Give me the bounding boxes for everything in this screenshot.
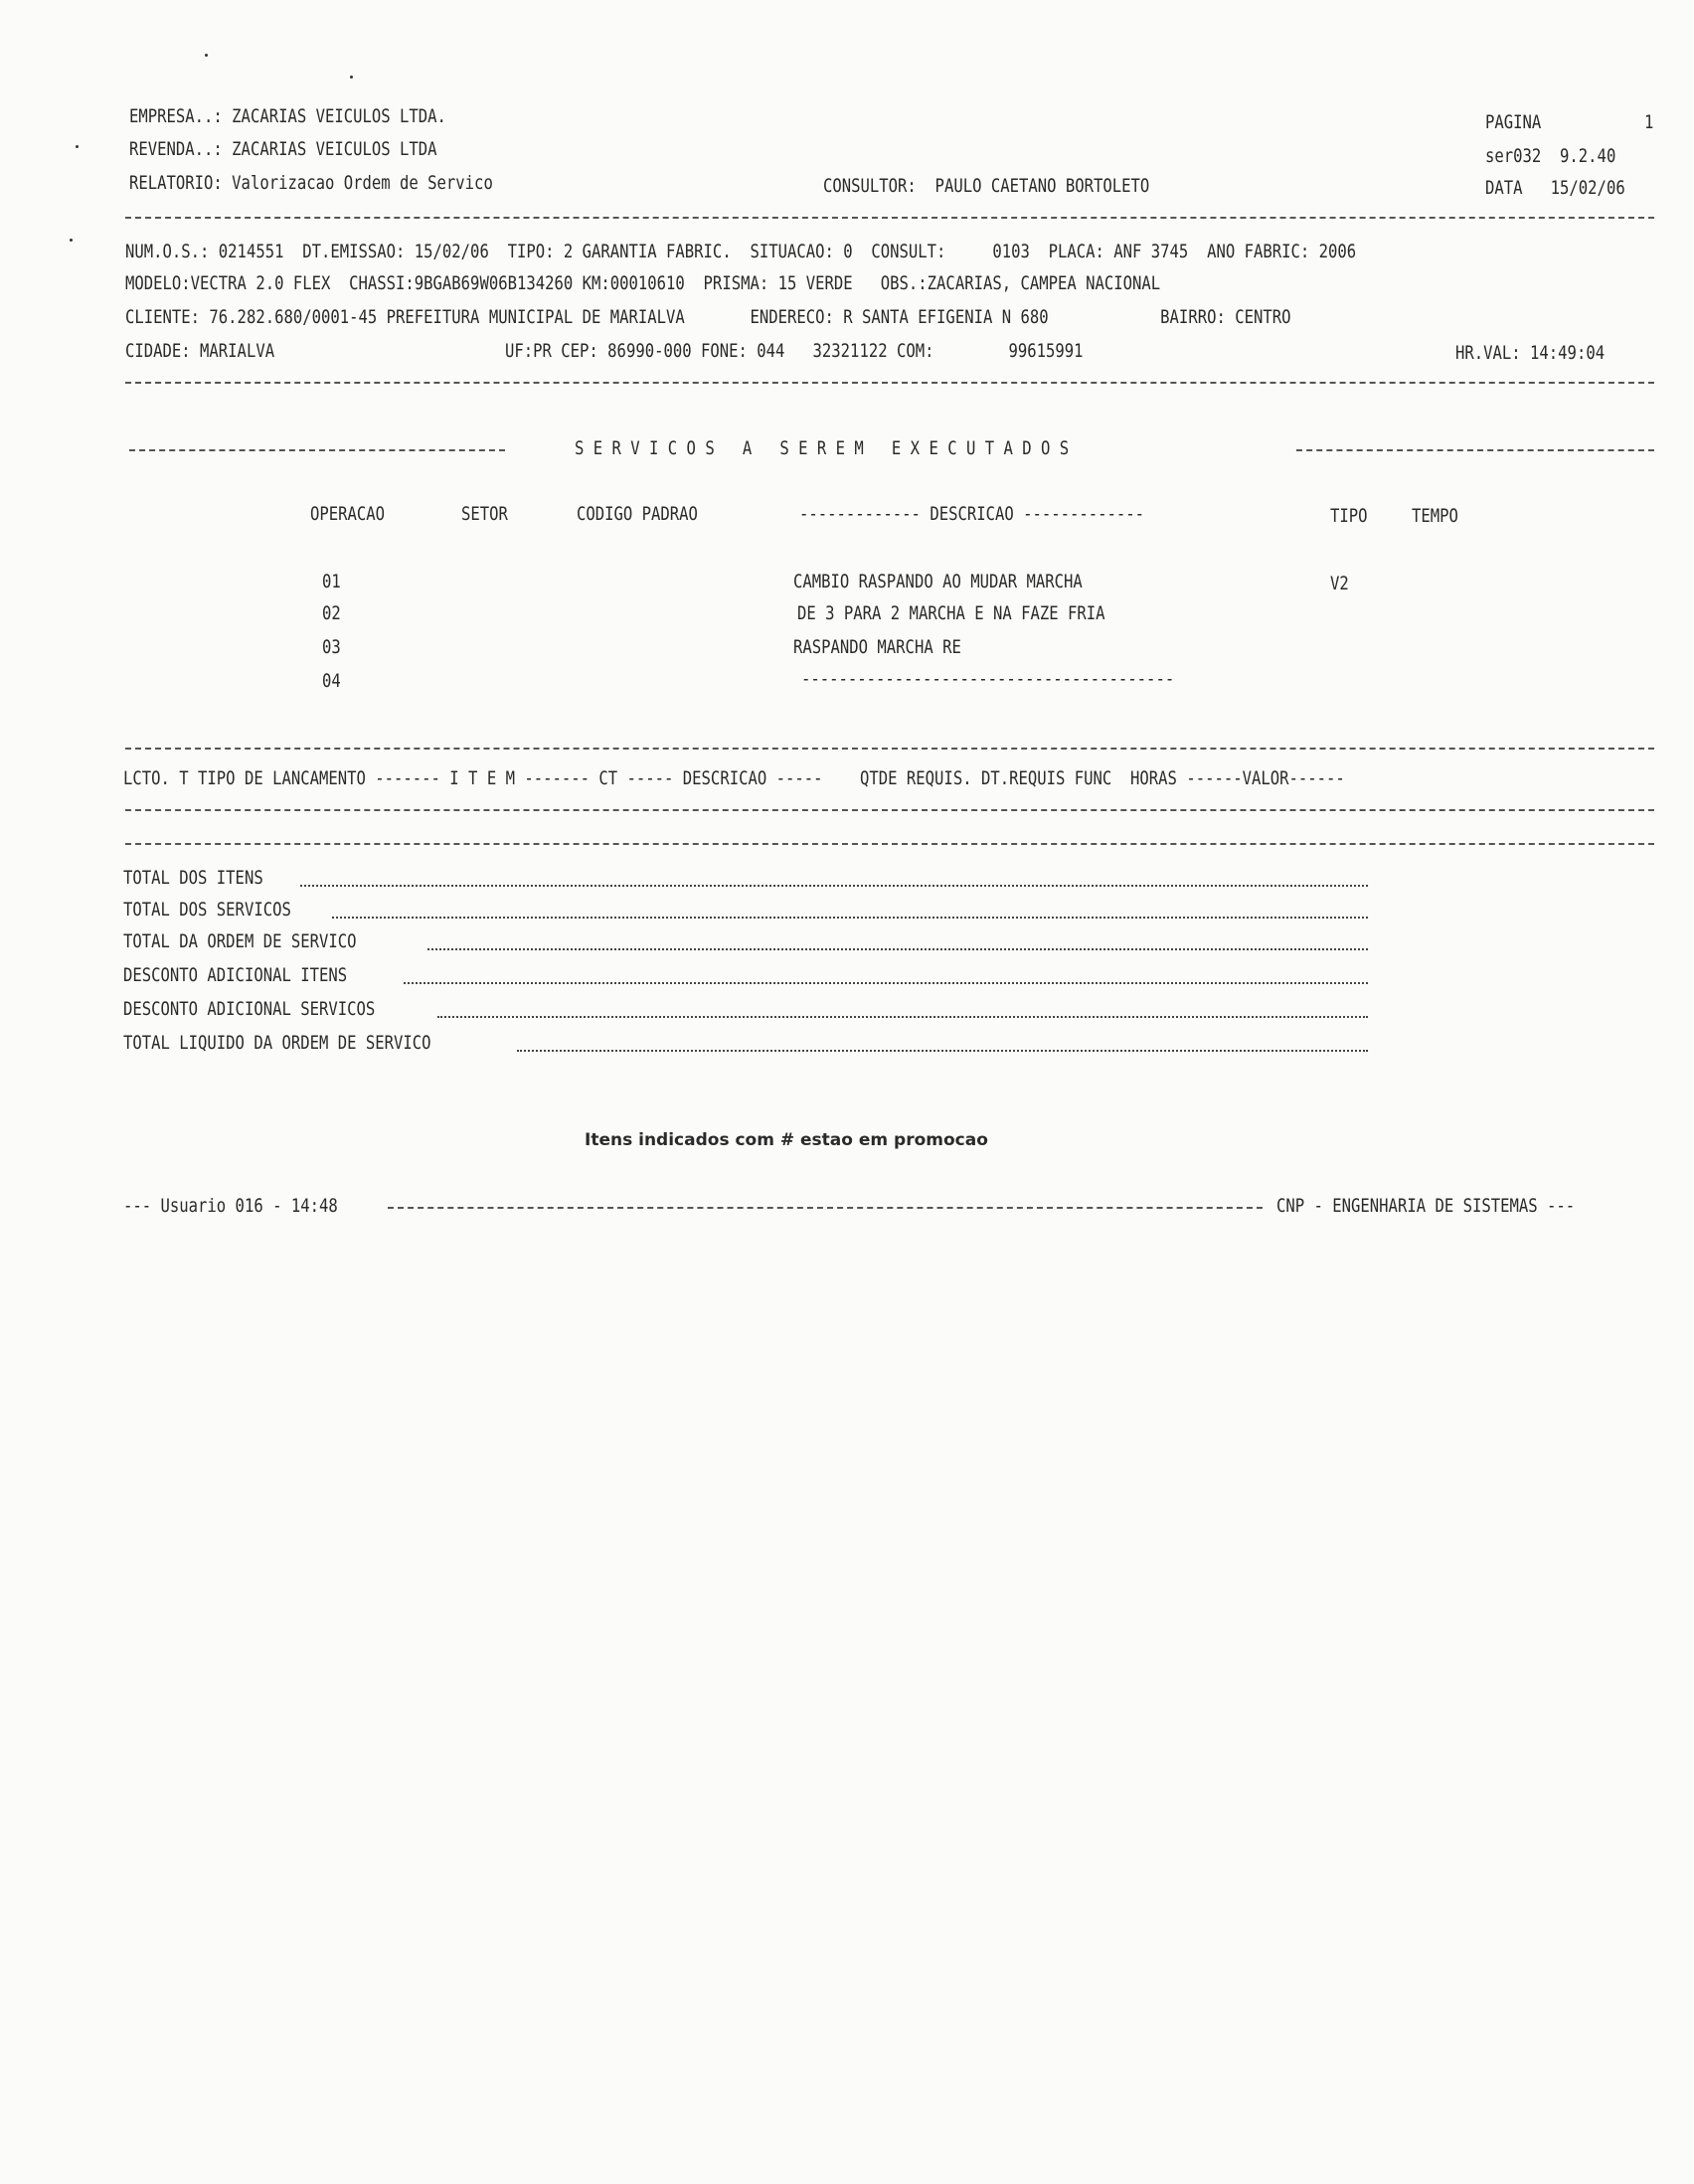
service-desc: CAMBIO RASPANDO AO MUDAR MARCHA [793, 571, 1083, 592]
order-line-3: CLIENTE: 76.282.680/0001-45 PREFEITURA MUNICIPAL DE MARIALVA ENDERECO: R SANTA EFIGENIA N 680 BAIRRO: CENTRO [125, 306, 1291, 328]
dot-leader [332, 917, 1368, 919]
col-setor: SETOR [461, 503, 508, 525]
divider [1296, 449, 1654, 451]
dot-leader [404, 982, 1368, 984]
divider [125, 217, 1654, 219]
pagina-label: PAGINA [1485, 111, 1542, 133]
divider [125, 843, 1654, 845]
service-desc: DE 3 PARA 2 MARCHA E NA FAZE FRIA [797, 602, 1105, 624]
total-label: DESCONTO ADICIONAL ITENS [123, 964, 348, 986]
scan-speck [205, 54, 208, 57]
footer-left: --- Usuario 016 - 14:48 [123, 1195, 338, 1217]
col-codigo-padrao: CODIGO PADRAO [577, 503, 698, 525]
date-line: DATA 15/02/06 [1485, 177, 1625, 199]
version-label: ser032 9.2.40 [1485, 145, 1616, 167]
revenda-line: REVENDA..: ZACARIAS VEICULOS LTDA [129, 138, 437, 160]
dot-leader [300, 885, 1368, 887]
service-op: 03 [322, 636, 341, 658]
promotion-note: Itens indicados com # estao em promocao [585, 1130, 988, 1150]
divider [125, 382, 1654, 384]
pagina-value: 1 [1644, 111, 1654, 133]
order-line-4-right: HR.VAL: 14:49:04 [1455, 342, 1606, 364]
total-label: DESCONTO ADICIONAL SERVICOS [123, 998, 376, 1020]
service-op: 01 [322, 571, 341, 592]
order-line-1: NUM.O.S.: 0214551 DT.EMISSAO: 15/02/06 TIPO: 2 GARANTIA FABRIC. SITUACAO: 0 CONSULT: 0103 PLACA: ANF 3745 ANO FABRIC: 2006 [125, 241, 1357, 262]
dot-leader [427, 948, 1368, 950]
service-desc: RASPANDO MARCHA RE [793, 636, 961, 658]
col-descricao: ------------- DESCRICAO ------------- [799, 503, 1145, 525]
col-operacao: OPERACAO [310, 503, 386, 525]
relatorio-line: RELATORIO: Valorizacao Ordem de Servico [129, 172, 493, 194]
total-label: TOTAL LIQUIDO DA ORDEM DE SERVICO [123, 1032, 431, 1054]
total-label: TOTAL DOS ITENS [123, 867, 263, 889]
scan-speck [350, 76, 353, 79]
order-line-2: MODELO:VECTRA 2.0 FLEX CHASSI:9BGAB69W06B134260 KM:00010610 PRISMA: 15 VERDE OBS.:ZACARIAS, CAMPEA NACIONAL [125, 272, 1161, 294]
col-tempo: TEMPO [1412, 505, 1458, 527]
total-label: TOTAL DA ORDEM DE SERVICO [123, 930, 357, 952]
order-line-4-left: CIDADE: MARIALVA [125, 340, 275, 362]
total-label: TOTAL DOS SERVICOS [123, 899, 291, 921]
footer-right: CNP - ENGENHARIA DE SISTEMAS --- [1276, 1195, 1576, 1217]
divider [125, 748, 1654, 750]
service-desc: ---------------------------------------- [801, 668, 1175, 690]
scan-speck [70, 239, 73, 242]
divider [388, 1207, 1263, 1209]
dot-leader [437, 1016, 1368, 1018]
service-op: 02 [322, 602, 341, 624]
items-header: LCTO. T TIPO DE LANCAMENTO ------- I T E M ------- CT ----- DESCRICAO ----- QTDE REQUIS. DT.REQUIS FUNC HORAS ------VALOR------ [123, 767, 1345, 789]
empresa-line: EMPRESA..: ZACARIAS VEICULOS LTDA. [129, 105, 446, 127]
service-op: 04 [322, 670, 341, 692]
divider [129, 449, 505, 451]
services-title: S E R V I C O S A S E R E M E X E C U T A D O S [575, 437, 1070, 459]
dot-leader [517, 1050, 1368, 1052]
scan-speck [76, 145, 79, 148]
consultor-line: CONSULTOR: PAULO CAETANO BORTOLETO [823, 175, 1150, 197]
order-line-4-mid: UF:PR CEP: 86990-000 FONE: 044 32321122 COM: 99615991 [505, 340, 1084, 362]
service-tipo: V2 [1330, 573, 1349, 594]
col-tipo: TIPO [1330, 505, 1368, 527]
divider [125, 809, 1654, 811]
